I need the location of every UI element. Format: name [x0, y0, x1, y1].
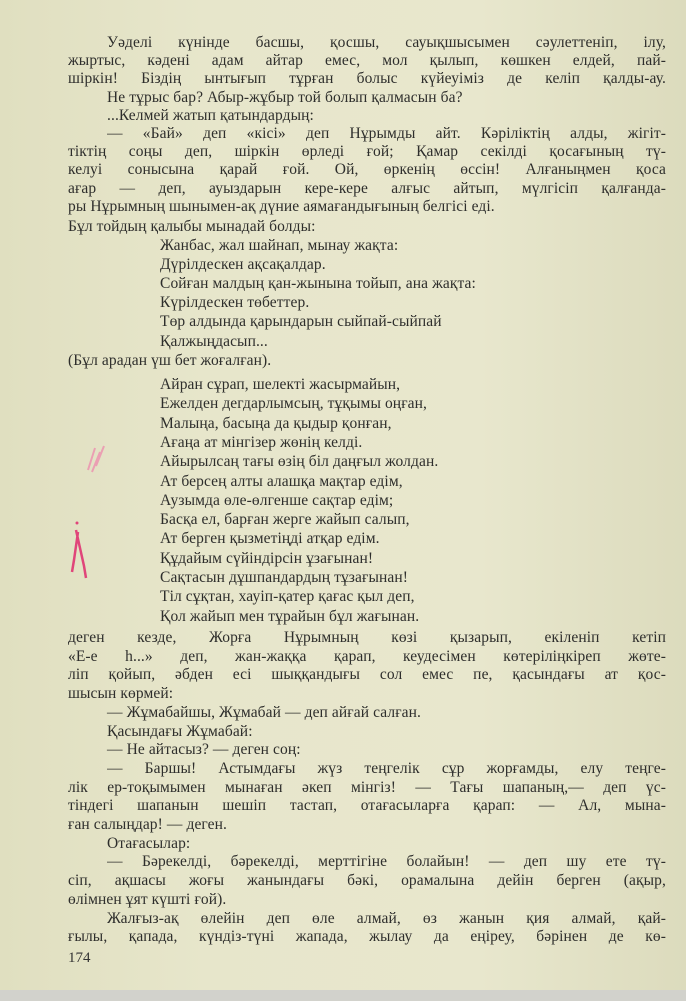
pen-mark-lower	[72, 530, 86, 578]
page-number: 174	[68, 950, 91, 966]
paragraph-line: өлімнен ұят күшті ғой).	[68, 890, 227, 908]
pen-mark-upper	[88, 446, 104, 472]
verse-line: Ат берген қызметіңді атқар едім.	[160, 530, 380, 548]
paragraph-line: ғылы, қапада, күндіз-түні жапада, жылау да еңіреу, бәрінен де кө-	[68, 928, 666, 946]
verse-line: Қалжыңдасып...	[160, 332, 268, 350]
scan-edge	[0, 990, 686, 1001]
paragraph-line: Не тұрыс бар? Абыр-жұбыр той болып қалмасын ба?	[107, 88, 463, 106]
paragraph-line: — Жұмабайшы, Жұмабай — деп айғай салған.	[107, 703, 422, 721]
verse-line: Басқа ел, барған жерге жайып салып,	[160, 511, 410, 529]
verse-line: Ағаңа ат мінгізер жөнің келді.	[160, 433, 363, 451]
verse-line: Сойған малдың қан-жынына тойып, ана жақта:	[160, 275, 476, 293]
verse-line: Қол жайып мен тұрайын бұл жағынан.	[160, 607, 420, 625]
paragraph-line: — Баршы! Астымдағы жүз теңгелік сұр жорғамды, елу теңге-	[107, 759, 666, 777]
paragraph-line: тіктің соңы деп, шіркін өрледі ғой; Қамар секілді қосағының тү-	[68, 143, 666, 161]
pen-dot	[76, 522, 79, 525]
paragraph-line: Уәделі күнінде басшы, қосшы, сауықшысымен сәулеттеніп, ілу,	[107, 34, 666, 51]
paragraph-line: Қасындағы Жұмабай:	[107, 722, 253, 740]
verse-line: Ат берсең алты алашқа мақтар едім,	[160, 472, 403, 490]
paragraph-line: келуі сонысына қарай ғой. Ой, өркенің өссін! Алғаныңмен қоса	[68, 161, 666, 179]
paragraph-line: шысын көрмей:	[68, 685, 174, 703]
verse-line: Аузымда өле-өлгенше сақтар едім;	[160, 491, 394, 509]
intro-line: Бұл тойдың қалыбы мынадай болды:	[68, 218, 316, 235]
paragraph-line: ры Нұрымның шынымен-ақ дүние аямағандығының белгісі еді.	[68, 197, 495, 215]
verse-line: Құдайым сүйіндірсін ұзағынан!	[160, 549, 374, 567]
paragraph-line: «Е-е һ...» деп, жан-жаққа қарап, кеудесімен көтеріліңкіреп жөте-	[68, 647, 666, 665]
verse-line: Сақтасын дұшпандардың тұзағынан!	[160, 569, 409, 586]
verse-line: Төр алдында қарындарын сыйпай-сыйпай	[160, 313, 442, 331]
paragraph-line: жыртыс, кәдені адам айтар емес, мол қылып, көшкен елдей, пай-	[68, 52, 666, 70]
paragraph-line: — «Бай» деп «кісі» деп Нұрымды айт. Кәріліктің алды, жігіт-	[107, 125, 666, 142]
paragraph-line: тіндегі шапанын шешіп тастап, отағасыларға қарап: — Ал, мына-	[68, 797, 666, 815]
paragraph-line: деген кезде, Жорға Нұрымның көзі қызарып, екіленіп кетіп	[68, 629, 666, 646]
verse-line: Жанбас, жал шайнап, мынау жақта:	[160, 237, 399, 254]
verse-line: Айырылсаң тағы өзің біл даңғыл жолдан.	[160, 453, 439, 471]
paragraph-line: Отағасылар:	[107, 834, 191, 852]
editorial-note: (Бұл арадан үш бет жоғалған).	[68, 352, 272, 369]
verse-line: Тіл сұқтан, хауіп-қатер қағас қыл деп,	[160, 588, 415, 606]
verse-line: Малыңа, басыңа да қыдыр қонған,	[160, 414, 392, 432]
verse-line: Күрілдескен төбеттер.	[160, 294, 310, 312]
paragraph-line: ...Келмей жатып қатындардың:	[107, 106, 314, 124]
paragraph-line: ған салыңдар! — деген.	[68, 816, 228, 833]
verse-line: Дүрілдескен ақсақалдар.	[160, 256, 326, 274]
paragraph-line: лік ер-тоқымымен мынаған әкеп мінгіз! — Тағы шапаның,— деп үс-	[68, 778, 666, 796]
verse-line: Ежелден дегдарлымсың, тұқымы оңған,	[160, 395, 427, 413]
paragraph-line: — Бәрекелді, бәрекелді, мерттігіне болайын! — деп шу ете тү-	[107, 853, 666, 871]
paragraph-line: — Не айтасыз? — деген соң:	[107, 741, 301, 759]
verse-line: Айран сұрап, шелекті жасырмайын,	[160, 376, 401, 393]
paragraph-line: Жалғыз-ақ өлейін деп өле алмай, өз жанын қия алмай, қай-	[107, 909, 666, 927]
paragraph-line: ағар — деп, ауыздарын кере-кере алғыс айтып, мүлгісіп қалғанда-	[68, 179, 666, 197]
paragraph-line: шіркін! Біздің ынтығып тұрған болыс күйеуіміз де келіп қалды-ау.	[68, 70, 666, 88]
paragraph-line: ліп қойып, әбден есі шыққандығы сол емес пе, қасындағы ат қос-	[68, 666, 666, 684]
paragraph-line: сіп, ақшасы жоғы жанындағы бәкі, орамалына дейін берген (ақыр,	[68, 872, 666, 890]
